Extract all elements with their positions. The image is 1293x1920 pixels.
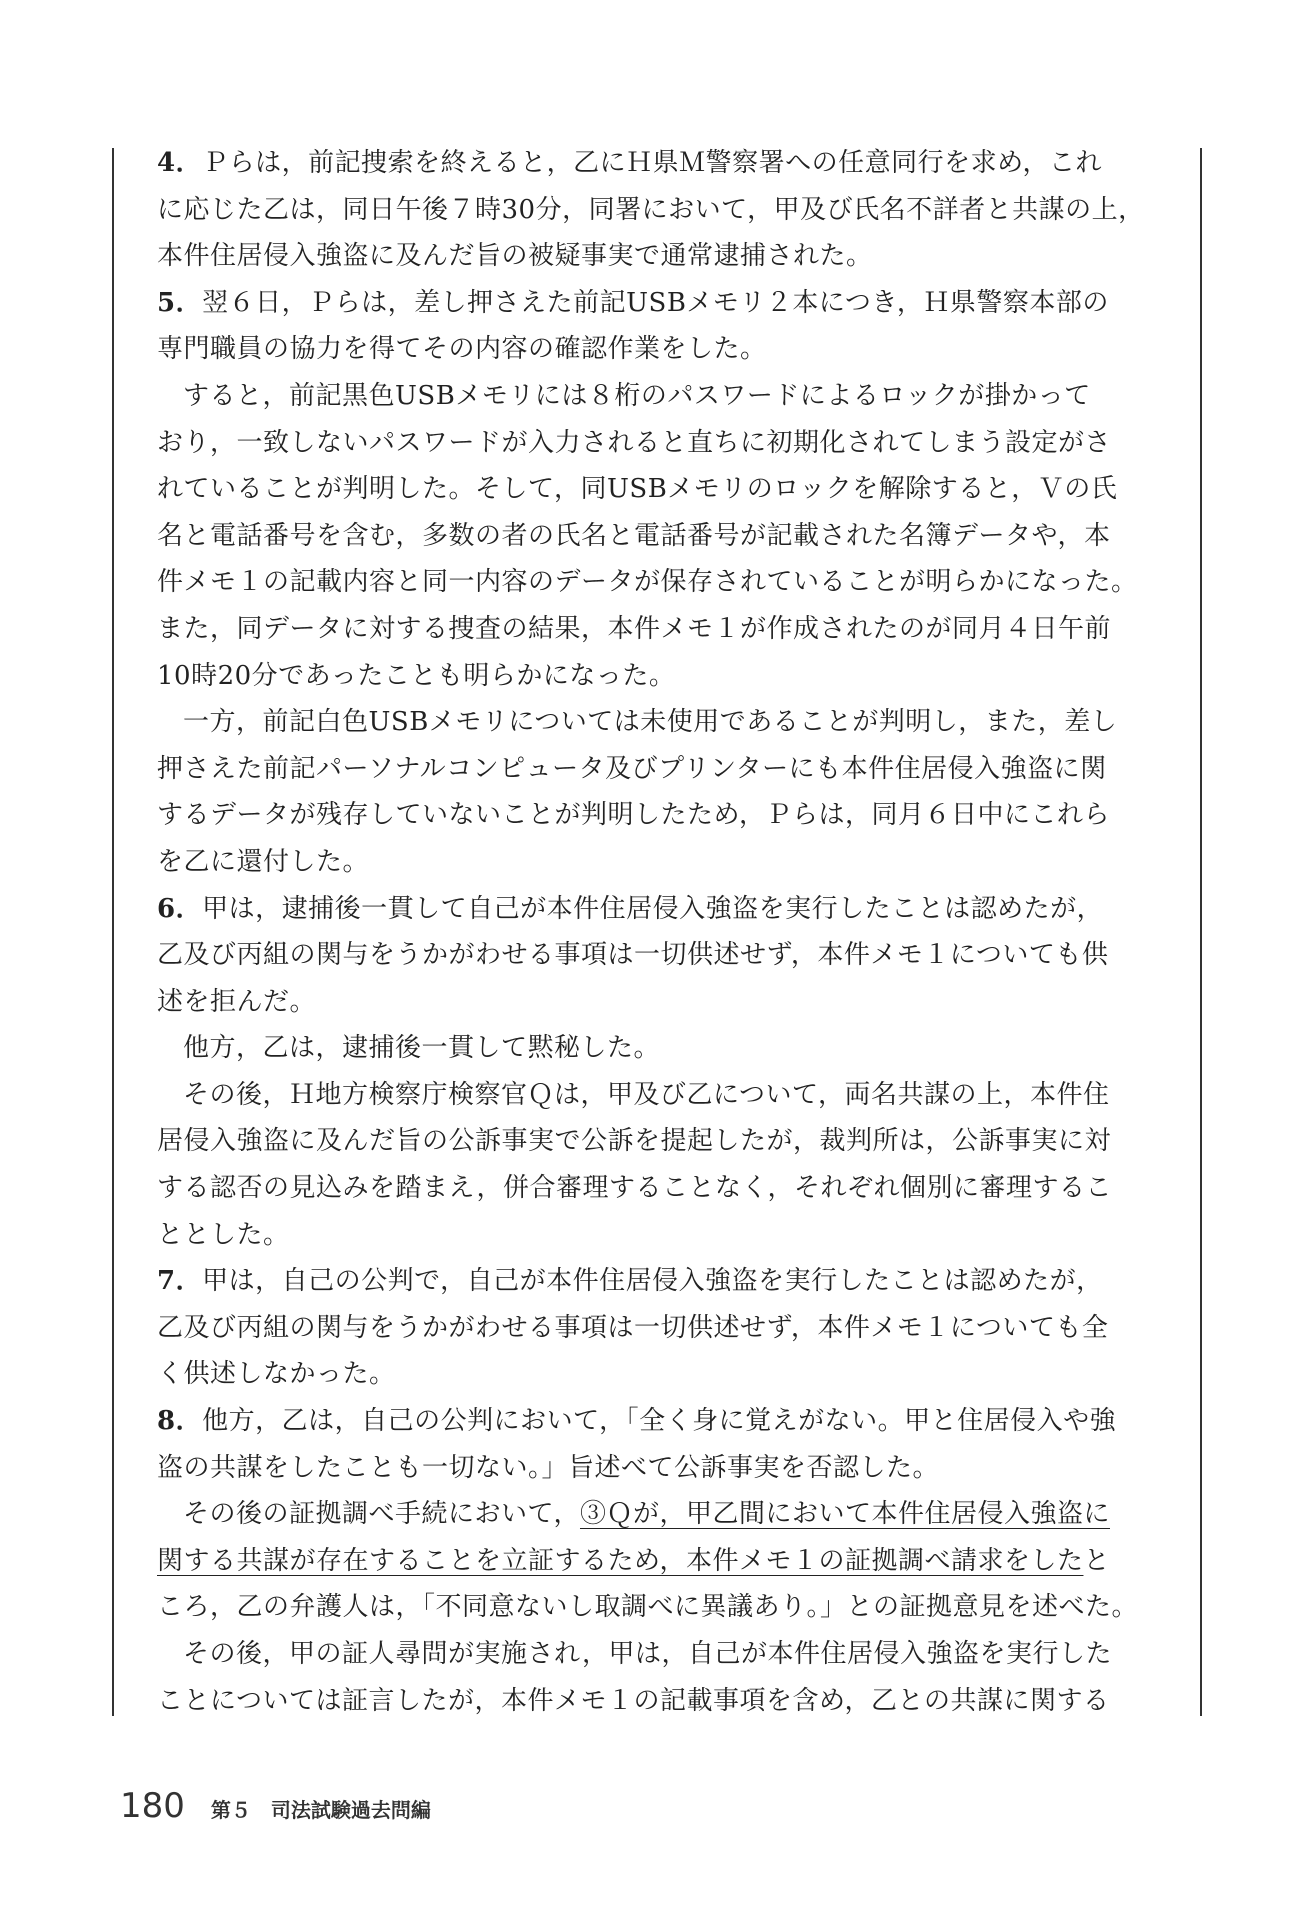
line-text: 翌６日，Ｐらは，差し押さえた前記USBメモリ２本につき，Ｈ県警察本部の (202, 287, 1109, 318)
line-text: 押さえた前記パーソナルコンピュータ及びプリンターにも本件住居侵入強盗に関 (157, 753, 1107, 784)
line-text: 一方，前記白色USBメモリについては未使用であることが判明し，また，差し (183, 707, 1118, 738)
text-line (157, 792, 1167, 839)
text-line (157, 746, 1167, 793)
page-footer (120, 1786, 431, 1826)
line-text: 述を拒んだ。 (157, 986, 317, 1017)
line-text: する認否の見込みを踏まえ，併合審理することなく，それぞれ個別に審理するこ (157, 1173, 1113, 1204)
line-text: Ｐらは，前記捜索を終えると，乙にＨ県Ｍ警察署への任意同行を求め，これ (202, 148, 1103, 178)
line-text: 件メモ１の記載内容と同一内容のデータが保存されていることが明らかになった。 (157, 567, 1138, 598)
line-text: その後，Ｈ地方検察庁検察官Ｑは，甲及び乙について，両名共謀の上，本件住 (183, 1079, 1110, 1110)
section-title: 第５ 司法試験過去問編 (210, 1798, 431, 1822)
text-line (157, 886, 1167, 933)
line-text: その後，甲の証人尋問が実施され，甲は，自己が本件住居侵入強盗を実行した (183, 1639, 1113, 1669)
text-line (157, 1538, 1167, 1585)
item-number: 7． (157, 1266, 203, 1297)
line-text: おり，一致しないパスワードが入力されると直ちに初期化されてしまう設定がさ (157, 427, 1112, 458)
text-line (157, 513, 1167, 560)
text-line (157, 979, 1167, 1026)
text-line (157, 839, 1167, 886)
line-text: ころ，乙の弁護人は，「不同意ないし取調べに異議あり。」との証拠意見を述べた。 (157, 1592, 1139, 1623)
line-text: 乙及び丙組の関与をうかがわせる事項は一切供述せず，本件メモ１についても供 (157, 940, 1109, 971)
text-line (157, 1584, 1167, 1631)
text-line (157, 1351, 1167, 1398)
underlined-text: ③Ｑが，甲乙間において本件住居侵入強盗に (579, 1499, 1110, 1530)
text-line (157, 373, 1167, 420)
text-line (157, 1305, 1167, 1352)
line-text: 本件住居侵入強盗に及んだ旨の被疑事実で通常逮捕された。 (157, 241, 873, 272)
line-text: れていることが判明した。そして，同USBメモリのロックを解除すると，Ｖの氏 (157, 474, 1118, 505)
line-text: く供述しなかった。 (157, 1359, 396, 1390)
text-line (157, 420, 1167, 467)
line-text: 他方，乙は，逮捕後一貫して黙秘した。 (183, 1033, 661, 1064)
text-line (157, 1491, 1167, 1538)
line-text: すると，前記黒色USBメモリには８桁のパスワードによるロックが掛かって (183, 380, 1091, 411)
text-line (157, 1445, 1167, 1492)
line-text: 甲は，自己の公判で，自己が本件住居侵入強盗を実行したことは認めたが， (202, 1266, 1103, 1297)
body-text (157, 140, 1167, 1724)
text-line (157, 140, 1167, 187)
underlined-text: 関する共謀が存在することを立証するため，本件メモ１の証拠調べ請求をした (157, 1545, 1084, 1576)
text-line (157, 1165, 1167, 1212)
item-number: 4． (157, 148, 203, 178)
line-text: 専門職員の協力を得てその内容の確認作業をした。 (157, 334, 767, 365)
line-text: を乙に還付した。 (157, 846, 370, 877)
line-text: 名と電話番号を含む，多数の者の氏名と電話番号が記載された名簿データや，本 (157, 520, 1111, 551)
line-text: その後の証拠調べ手続において， (183, 1499, 580, 1530)
text-line (157, 932, 1167, 979)
line-text: に応じた乙は，同日午後７時30分，同署において，甲及び氏名不詳者と共謀の上， (157, 194, 1145, 225)
line-text: 10時20分であったことも明らかになった。 (157, 660, 676, 691)
text-line (157, 1072, 1167, 1119)
text-line (157, 653, 1167, 700)
text-line (157, 1118, 1167, 1165)
text-line (157, 233, 1167, 280)
page-number: 180 (120, 1786, 185, 1826)
text-line (157, 280, 1167, 327)
line-text: ととした。 (157, 1219, 290, 1250)
text-line (157, 1678, 1167, 1725)
text-line (157, 1025, 1167, 1072)
text-line (157, 187, 1167, 234)
text-line (157, 1398, 1167, 1445)
item-number: 6． (157, 893, 203, 924)
line-text: 盗の共謀をしたことも一切ない。」旨述べて公訴事実を否認した。 (157, 1452, 940, 1483)
text-line (157, 1258, 1167, 1305)
line-text: と (1083, 1545, 1110, 1576)
text-line (157, 606, 1167, 653)
text-line (157, 1212, 1167, 1259)
text-line (157, 699, 1167, 746)
item-number: 5． (157, 287, 203, 318)
text-line (157, 1631, 1167, 1678)
line-text: 乙及び丙組の関与をうかがわせる事項は一切供述せず，本件メモ１についても全 (157, 1312, 1109, 1343)
text-line (157, 559, 1167, 606)
text-line (157, 326, 1167, 373)
text-line (157, 466, 1167, 513)
line-text: 居侵入強盗に及んだ旨の公訴事実で公訴を提起したが，裁判所は，公訴事実に対 (157, 1126, 1112, 1157)
line-text: するデータが残存していないことが判明したため，Ｐらは，同月６日中にこれら (157, 800, 1110, 831)
line-text: ことについては証言したが，本件メモ１の記載事項を含め，乙との共謀に関する (157, 1685, 1110, 1716)
line-text: また，同データに対する捜査の結果，本件メモ１が作成されたのが同月４日午前 (157, 613, 1112, 644)
line-text: 甲は，逮捕後一貫して自己が本件住居侵入強盗を実行したことは認めたが， (202, 893, 1104, 924)
item-number: 8． (157, 1406, 203, 1437)
line-text: 他方，乙は，自己の公判において，「全く身に覚えがない。甲と住居侵入や強 (202, 1406, 1117, 1437)
